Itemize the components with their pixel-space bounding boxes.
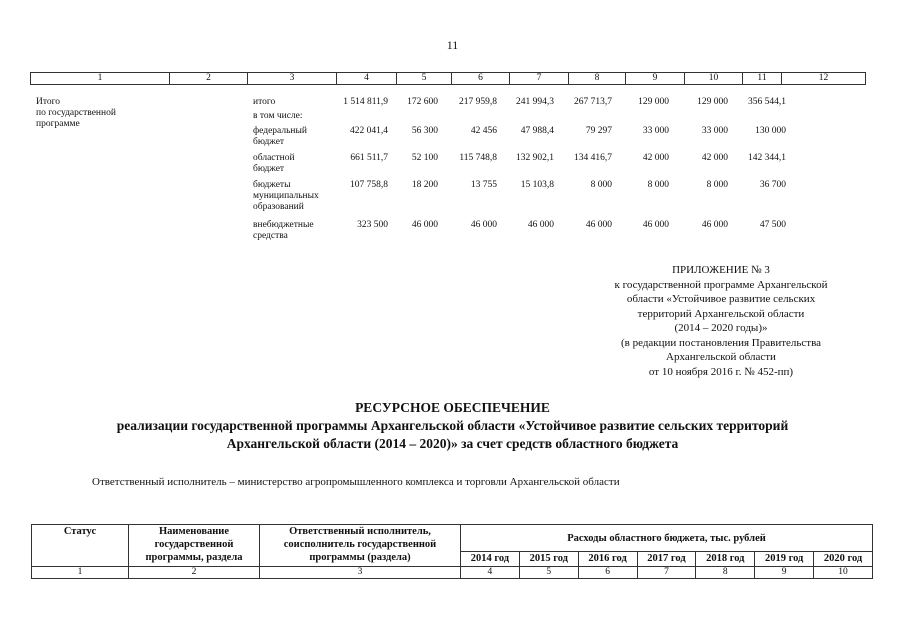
header-executor [260,525,461,567]
cell-value: 42 000 [642,153,669,163]
cell-value: 36 700 [759,180,786,190]
responsible-executor: Ответственный исполнитель – министерство агропромышленного комплекса и торговли Архангельской области [92,476,620,488]
document-heading [0,399,905,453]
cell-value: 422 041,4 [350,126,388,136]
col-number: 5 [519,567,578,579]
program-total-block [0,97,905,247]
cell-value: 47 988,4 [520,126,554,136]
appendix-line: к государственной программе Архангельской [614,278,828,291]
header-line: Ответственный исполнитель, [289,526,431,537]
heading-line: реализации государственной программы Архангельской области «Устойчивое развитие сельских территорий [116,418,789,433]
row-label [253,126,333,148]
cell-value: 323 500 [357,220,388,230]
cell-value: 46 000 [642,220,669,230]
program-name [36,97,146,130]
col-number-3: 3 [248,73,337,85]
row-label [253,111,333,122]
col-number-12: 12 [782,73,866,85]
cell-value: 115 748,8 [459,153,497,163]
col-number-8: 8 [569,73,626,85]
row-label-line: образований [253,202,304,212]
cell-value: 56 300 [411,126,438,136]
cell-value: 46 000 [470,220,497,230]
row-label [253,153,333,175]
cell-value: 107 758,8 [350,180,388,190]
appendix-line: области «Устойчивое развитие сельских [626,293,816,305]
cell-value: 13 755 [470,180,497,190]
appendix-line: Архангельской области [666,351,776,363]
row-label-line: муниципальных [253,191,319,201]
header-year: 2016 год [578,552,637,567]
resource-table [31,524,873,579]
col-number: 7 [637,567,696,579]
heading-title: РЕСУРСНОЕ ОБЕСПЕЧЕНИЕ [355,400,550,415]
cell-value: 8 000 [590,180,612,190]
cell-value: 1 514 811,9 [343,97,388,107]
column-number-row [31,73,866,85]
cell-value: 33 000 [701,126,728,136]
cell-value: 46 000 [527,220,554,230]
appendix-note [590,263,852,379]
col-number: 8 [696,567,755,579]
table-header-row [32,525,873,552]
cell-value: 129 000 [697,97,728,107]
cell-value: 15 103,8 [520,180,554,190]
cell-value: 130 000 [755,126,786,136]
cell-value: 129 000 [638,97,669,107]
cell-value: 241 994,3 [516,97,554,107]
header-year: 2014 год [461,552,520,567]
header-line: государственной [154,539,234,550]
row-label-line: бюджет [253,137,285,147]
col-number-7: 7 [510,73,569,85]
header-line: программы (раздела) [309,552,411,563]
col-number-4: 4 [337,73,397,85]
header-year: 2019 год [755,552,814,567]
header-line: программы, раздела [145,552,243,563]
row-label-line: бюджеты [253,180,291,190]
header-line: Наименование [159,526,229,537]
cell-value: 79 297 [585,126,612,136]
col-number-10: 10 [685,73,743,85]
cell-value: 217 959,8 [459,97,497,107]
row-label-line: внебюджетные [253,220,314,230]
page-number: 11 [446,38,459,52]
cell-value: 661 511,7 [350,153,388,163]
header-year: 2020 год [814,552,873,567]
appendix-line: от 10 ноября 2016 г. № 452-пп) [648,365,794,378]
cell-value: 42 456 [470,126,497,136]
header-expenses: Расходы областного бюджета, тыс. рублей [461,525,873,552]
appendix-line: (2014 – 2020 годы)» [674,322,768,334]
col-number: 9 [755,567,814,579]
row-label [253,97,333,108]
row-label-line: областной [253,153,295,163]
cell-value: 52 100 [411,153,438,163]
cell-value: 172 600 [407,97,438,107]
program-name-line: Итого [36,97,61,107]
program-name-line: программе [36,119,80,129]
col-number: 1 [32,567,129,579]
cell-value: 42 000 [701,153,728,163]
cell-value: 267 713,7 [574,97,612,107]
row-label-line: бюджет [253,164,285,174]
cell-value: 8 000 [706,180,728,190]
col-number: 2 [129,567,260,579]
col-number-11: 11 [743,73,782,85]
cell-value: 46 000 [585,220,612,230]
row-label [253,220,333,242]
row-label [253,180,333,213]
cell-value: 33 000 [642,126,669,136]
col-number-6: 6 [452,73,510,85]
appendix-line: территорий Архангельской области [637,307,805,320]
cell-value: 134 416,7 [574,153,612,163]
header-status: Статус [32,525,129,567]
row-label-line: итого [253,97,276,107]
col-number: 4 [461,567,520,579]
column-number-row [32,567,873,579]
cell-value: 142 344,1 [748,153,786,163]
col-number-1: 1 [31,73,170,85]
row-label-line: федеральный [253,126,307,136]
program-name-line: по государственной [36,108,116,118]
cell-value: 18 200 [411,180,438,190]
cell-value: 47 500 [759,220,786,230]
col-number: 3 [260,567,461,579]
cell-value: 46 000 [701,220,728,230]
col-number-9: 9 [626,73,685,85]
row-label-line: средства [253,231,288,241]
col-number: 6 [578,567,637,579]
col-number-5: 5 [397,73,452,85]
column-number-table [30,72,866,85]
cell-value: 356 544,1 [748,97,786,107]
row-label-line: в том числе: [253,111,303,121]
header-year: 2017 год [637,552,696,567]
appendix-title: ПРИЛОЖЕНИЕ № 3 [672,264,770,276]
cell-value: 8 000 [647,180,669,190]
cell-value: 132 902,1 [516,153,554,163]
appendix-line: (в редакции постановления Правительства [620,336,822,349]
col-number: 10 [814,567,873,579]
col-number-2: 2 [170,73,248,85]
heading-line: Архангельской области (2014 – 2020)» за счет средств областного бюджета [226,436,679,451]
header-program-name [129,525,260,567]
header-year: 2018 год [696,552,755,567]
header-line: соисполнитель государственной [283,539,437,550]
cell-value: 46 000 [411,220,438,230]
header-year: 2015 год [519,552,578,567]
